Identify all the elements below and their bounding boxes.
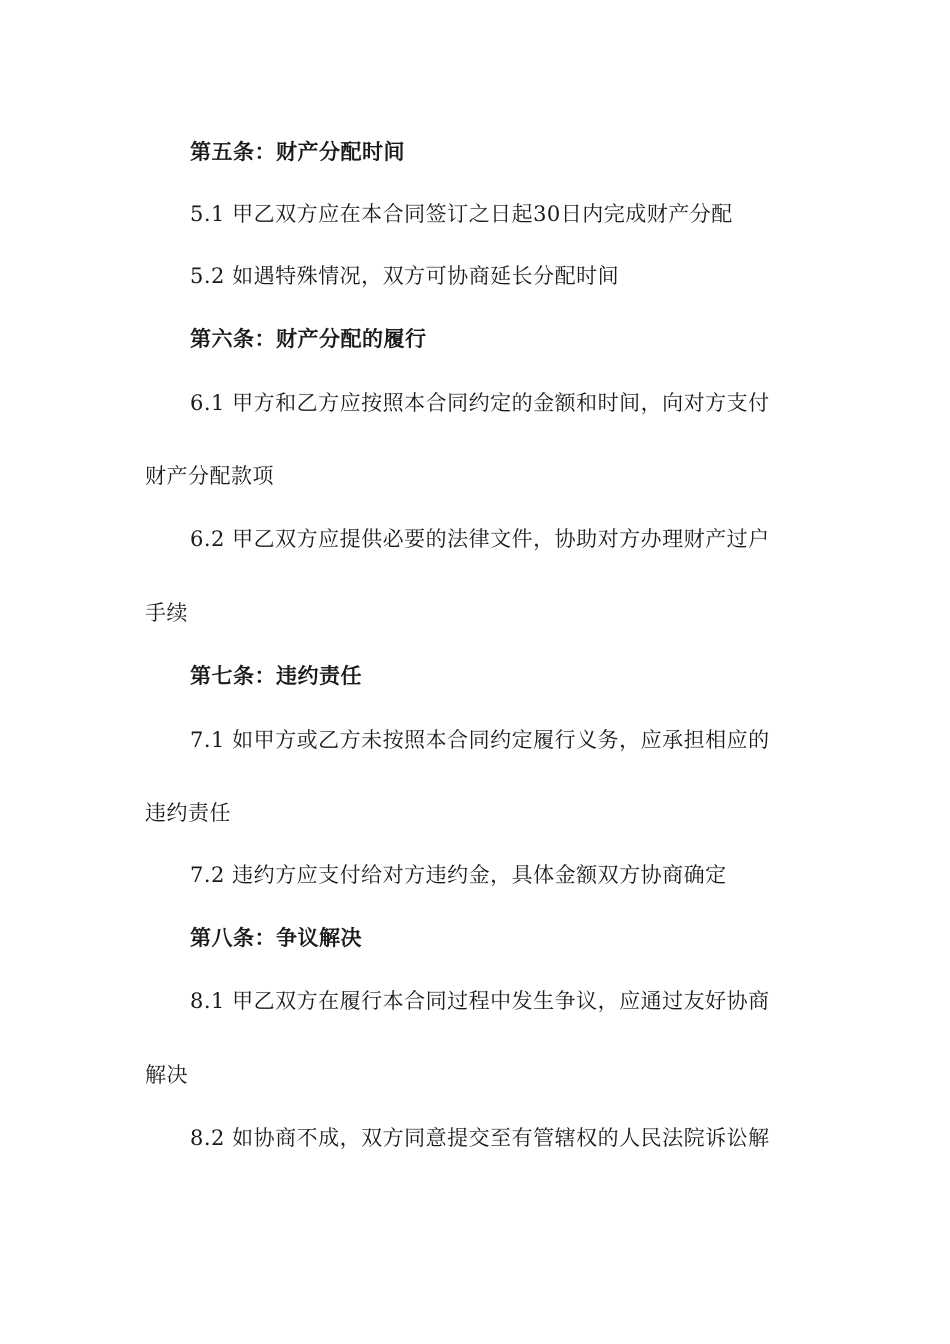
clause-6-1-continued: 财产分配款项 <box>145 464 274 488</box>
section-heading-7: 第七条：违约责任 <box>190 663 362 688</box>
clause-6-2-continued: 手续 <box>145 601 188 625</box>
section-heading-8: 第八条：争议解决 <box>190 925 362 950</box>
clause-5-1: 5.1 甲乙双方应在本合同签订之日起30日内完成财产分配 <box>190 202 733 226</box>
section-heading-5: 第五条：财产分配时间 <box>190 139 405 164</box>
section-heading-6: 第六条：财产分配的履行 <box>190 326 427 351</box>
clause-7-1-continued: 违约责任 <box>145 801 231 825</box>
clause-8-2: 8.2 如协商不成，双方同意提交至有管辖权的人民法院诉讼解 <box>190 1126 770 1150</box>
clause-8-1-continued: 解决 <box>145 1063 188 1087</box>
clause-6-1: 6.1 甲方和乙方应按照本合同约定的金额和时间，向对方支付 <box>190 391 770 415</box>
clause-8-1: 8.1 甲乙双方在履行本合同过程中发生争议，应通过友好协商 <box>190 989 770 1013</box>
clause-7-2: 7.2 违约方应支付给对方违约金，具体金额双方协商确定 <box>190 863 727 887</box>
clause-7-1: 7.1 如甲方或乙方未按照本合同约定履行义务，应承担相应的 <box>190 728 770 752</box>
clause-5-2: 5.2 如遇特殊情况，双方可协商延长分配时间 <box>190 264 620 288</box>
clause-6-2: 6.2 甲乙双方应提供必要的法律文件，协助对方办理财产过户 <box>190 527 770 551</box>
